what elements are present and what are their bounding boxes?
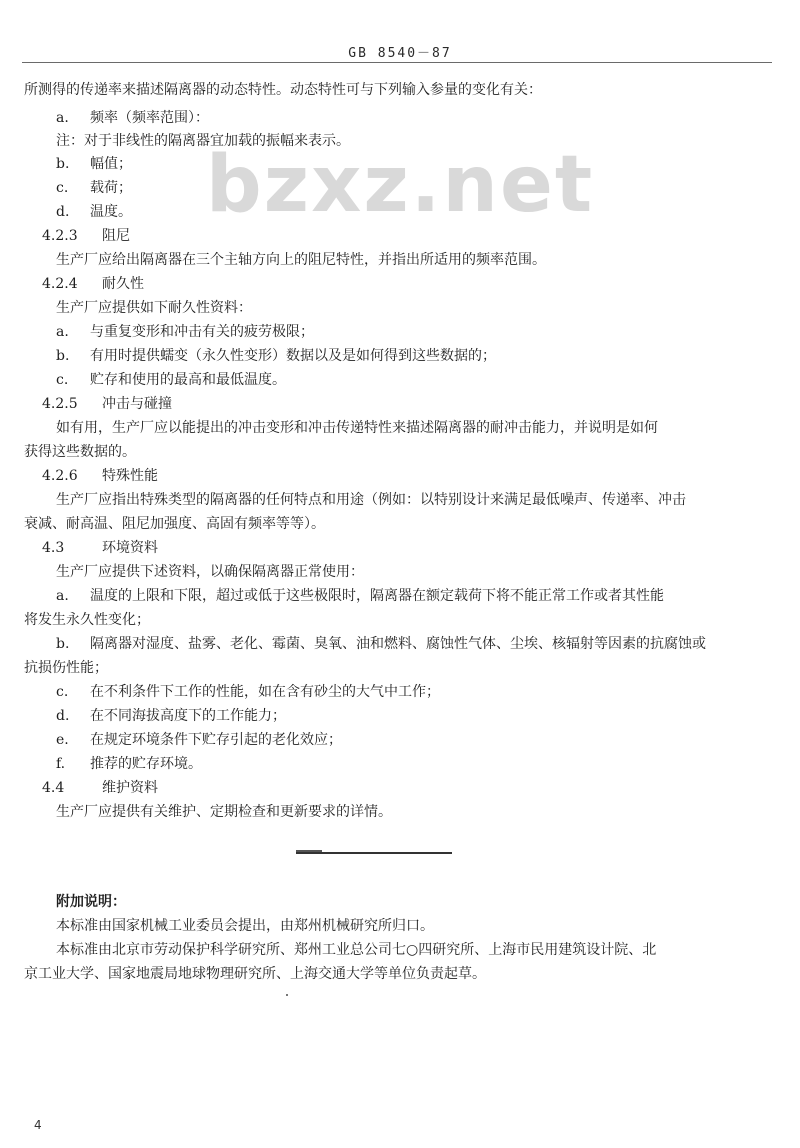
section-heading	[42, 466, 158, 486]
section-title: 环境资料	[102, 540, 158, 556]
section-title: 特殊性能	[102, 468, 158, 484]
list-item	[56, 108, 209, 128]
item-marker: d.	[56, 204, 70, 220]
item-text: 在规定环境条件下贮存引起的老化效应；	[90, 732, 342, 748]
paragraph-line: 生产厂应指出特殊类型的隔离器的任何特点和用途（例如：以特别设计来满足最低噪声、传递率、冲击	[56, 492, 686, 508]
paragraph-line: 衰减、耐高温、阻尼加强度、高固有频率等等）。	[24, 516, 325, 532]
item-text: 载荷；	[90, 180, 132, 196]
list-item	[56, 178, 132, 198]
paragraph-line: 如有用，生产厂应以能提出的冲击变形和冲击传递特性来描述隔离器的耐冲击能力，并说明是如何	[56, 420, 658, 436]
list-item	[56, 202, 132, 222]
list-item	[56, 370, 286, 390]
list-item	[56, 706, 286, 726]
item-text: 幅值；	[90, 156, 132, 172]
section-heading	[42, 778, 158, 798]
end-divider	[296, 852, 452, 854]
item-text: 在不同海拔高度下的工作能力；	[90, 708, 286, 724]
section-heading	[42, 538, 158, 558]
item-marker: c.	[56, 684, 69, 700]
item-text: 温度。	[90, 204, 132, 220]
paragraph-line: 将发生永久性变化；	[24, 612, 150, 628]
item-marker: d.	[56, 708, 70, 724]
paragraph: 生产厂应提供下述资料，以确保隔离器正常使用：	[56, 564, 364, 580]
section-title: 维护资料	[102, 780, 158, 796]
note-text: 注：对于非线性的隔离器宜加载的振幅来表示。	[56, 133, 350, 149]
item-marker: b.	[56, 348, 70, 364]
section-title: 冲击与碰撞	[102, 396, 172, 412]
item-text: 贮存和使用的最高和最低温度。	[90, 372, 286, 388]
item-marker: b.	[56, 636, 70, 652]
paragraph: 生产厂应提供如下耐久性资料：	[56, 300, 252, 316]
item-marker: a.	[56, 110, 69, 126]
item-marker: f.	[56, 756, 66, 772]
section-heading	[42, 226, 130, 246]
item-text: 有用时提供蠕变（永久性变形）数据以及是如何得到这些数据的；	[90, 348, 496, 364]
paragraph-line: 抗损伤性能；	[24, 660, 108, 676]
list-item	[56, 154, 132, 174]
list-note	[56, 131, 350, 151]
standard-code: GB 8540－87	[348, 46, 452, 61]
list-item	[56, 730, 342, 750]
item-text: 在不利条件下工作的性能，如在含有砂尘的大气中工作；	[90, 684, 440, 700]
section-title: 阻尼	[102, 228, 130, 244]
intro-paragraph: 所测得的传递率来描述隔离器的动态特性。动态特性可与下列输入参量的变化有关：	[24, 82, 542, 98]
item-marker: e.	[56, 732, 69, 748]
section-number: 4.2.5	[42, 396, 78, 412]
section-number: 4.3	[42, 540, 65, 556]
notes-line: 本标准由国家机械工业委员会提出，由郑州机械研究所归口。	[56, 918, 434, 934]
section-heading	[42, 394, 172, 414]
item-text: 隔离器对湿度、盐雾、老化、霉菌、臭氧、油和燃料、腐蚀性气体、尘埃、核辐射等因素的抗腐蚀或	[90, 636, 706, 652]
paragraph: 生产厂应给出隔离器在三个主轴方向上的阻尼特性，并指出所适用的频率范围。	[56, 252, 546, 268]
item-marker: c.	[56, 180, 69, 196]
list-item	[56, 682, 440, 702]
item-text: 与重复变形和冲击有关的疲劳极限；	[90, 324, 314, 340]
list-item	[56, 346, 496, 366]
list-item	[56, 586, 664, 606]
header-rule	[22, 62, 772, 63]
paragraph: 生产厂应提供有关维护、定期检查和更新要求的详情。	[56, 804, 392, 820]
list-item	[56, 754, 202, 774]
section-number: 4.2.6	[42, 468, 78, 484]
item-text: 频率（频率范围）：	[90, 110, 209, 126]
section-number: 4.2.4	[42, 276, 78, 292]
section-number: 4.4	[42, 780, 65, 796]
section-number: 4.2.3	[42, 228, 78, 244]
notes-line: 京工业大学、国家地震局地球物理研究所、上海交通大学等单位负责起草。	[24, 966, 486, 982]
page-number: 4	[34, 1118, 42, 1132]
item-marker: a.	[56, 324, 69, 340]
notes-title: 附加说明：	[56, 894, 126, 910]
item-marker: c.	[56, 372, 69, 388]
scan-speck	[286, 994, 288, 996]
list-item	[56, 322, 314, 342]
section-heading	[42, 274, 144, 294]
item-text: 推荐的贮存环境。	[90, 756, 202, 772]
section-title: 耐久性	[102, 276, 144, 292]
item-text: 温度的上限和下限，超过或低于这些极限时，隔离器在额定载荷下将不能正常工作或者其性能	[90, 588, 664, 604]
notes-line: 本标准由北京市劳动保护科学研究所、郑州工业总公司七○四研究所、上海市民用建筑设计院、北	[56, 942, 657, 958]
item-marker: a.	[56, 588, 69, 604]
item-marker: b.	[56, 156, 70, 172]
paragraph-line: 获得这些数据的。	[24, 444, 136, 460]
list-item	[56, 634, 706, 654]
watermark: bzxz.net	[205, 140, 595, 230]
